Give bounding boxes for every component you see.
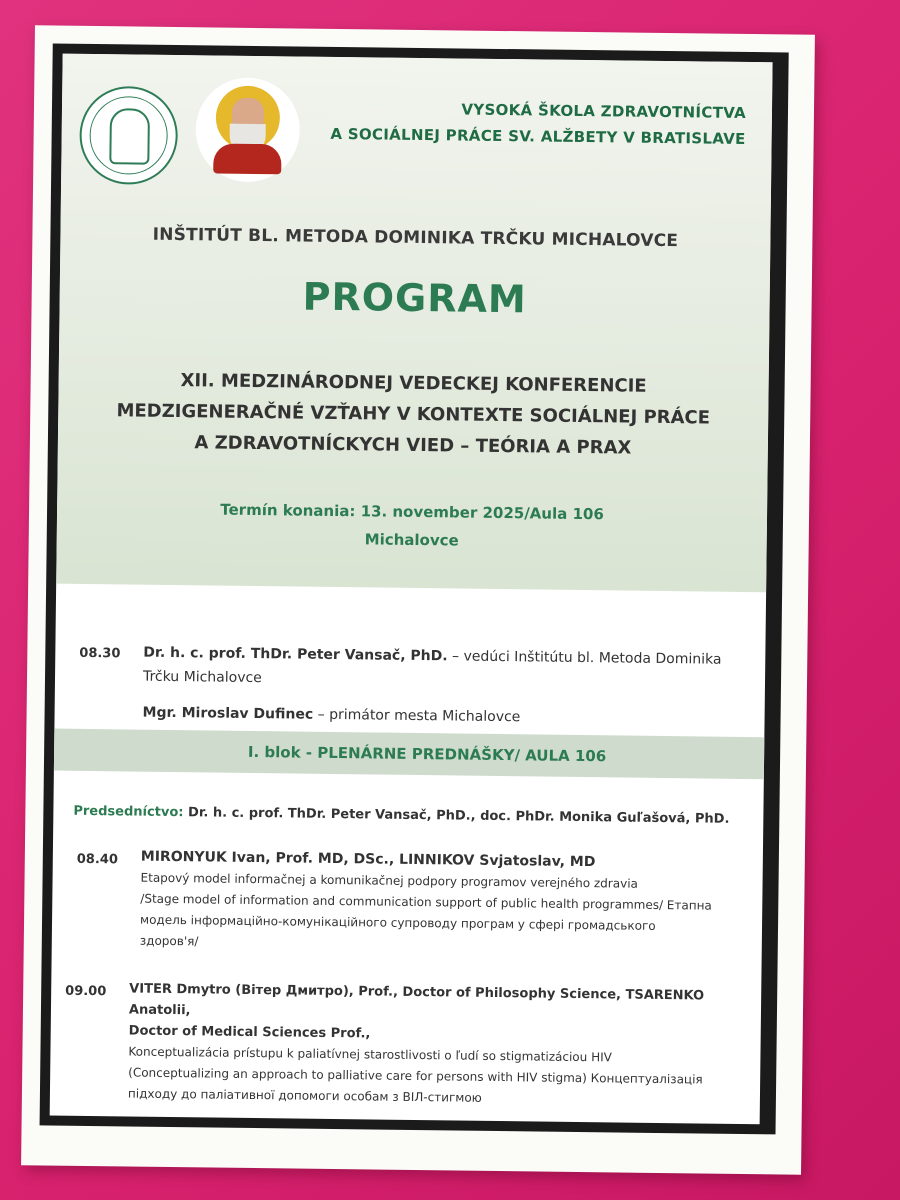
opening-time: 08.30 xyxy=(79,645,121,662)
talk-title-line: модель інформаційно-комунікаційного супроводу програм у сфері громадського xyxy=(139,912,656,933)
talk-item xyxy=(128,979,741,1112)
talks-list xyxy=(53,844,763,1105)
speaker-name: Mgr. Miroslav Dufinec xyxy=(142,704,314,723)
talk-authors-cont: Doctor of Medical Sciences Prof., xyxy=(128,1023,371,1042)
school-name-line2: A SOCIÁLNEJ PRÁCE SV. ALŽBETY V BRATISLAVE xyxy=(330,124,746,148)
opening-speaker-1 xyxy=(143,641,746,696)
talk-title-line: (Conceptualizing an approach to palliative care for persons with HIV stigma) Концептуалізація xyxy=(128,1065,703,1087)
page-frame xyxy=(40,43,789,1134)
school-name-line1: VYSOKÁ ŠKOLA ZDRAVOTNÍCTVA xyxy=(461,100,747,122)
conference-title-line3: A ZDRAVOTNÍCKYCH VIED – TEÓRIA A PRAX xyxy=(194,432,632,459)
program-sheet xyxy=(21,25,815,1174)
event-date: Termín konania: 13. november 2025/Aula 106 xyxy=(220,500,604,524)
talk-title-line: /Stage model of information and communication support of public health programmes/ Етапна xyxy=(140,891,712,913)
speaker-role-cont: Trčku Michalovce xyxy=(142,668,262,687)
speaker-name: Dr. h. c. prof. ThDr. Peter Vansač, PhD. xyxy=(143,644,448,665)
institute-name: INŠTITÚT BL. METODA DOMINIKA TRČKU MICHALOVCE xyxy=(152,224,679,252)
chairmanship xyxy=(73,804,753,827)
university-seal-icon xyxy=(79,86,178,185)
talk-title-line: Etapový model informačnej a komunikačnej podpory programov verejného zdravia xyxy=(140,870,639,891)
talk-authors: VITER Dmytro (Вітер Дмитро), Prof., Doctor of Philosophy Science, TSARENKO Anatolii, xyxy=(128,981,705,1019)
saint-portrait-icon xyxy=(195,77,300,182)
talk-title-line: підходу до паліативної допомоги особам з ВІЛ-стигмою xyxy=(127,1086,482,1105)
event-date-venue xyxy=(57,494,768,559)
speaker-role: – vedúci Inštitútu bl. Metoda Dominika xyxy=(451,648,722,668)
chair-label: Predsedníctvo: xyxy=(73,803,184,821)
school-name xyxy=(326,95,747,152)
conference-title-line2: MEDZIGENERAČNÉ VZŤAHY V KONTEXTE SOCIÁLNEJ PRÁCE xyxy=(116,400,711,429)
talk-item xyxy=(140,847,743,959)
chair-names: Dr. h. c. prof. ThDr. Peter Vansač, PhD., doc. PhDr. Monika Guľašová, PhD. xyxy=(187,805,730,827)
talk-time: 08.40 xyxy=(76,851,119,868)
program-title: PROGRAM xyxy=(302,274,527,322)
talk-title-line: здоров'я/ xyxy=(139,933,199,949)
conference-title-line1: XII. MEDZINÁRODNEJ VEDECKEJ KONFERENCIE xyxy=(180,370,647,397)
header-panel xyxy=(56,54,772,593)
opening-speaker-2 xyxy=(142,701,744,732)
speaker-role: – primátor mesta Michalovce xyxy=(317,706,521,726)
conference-title xyxy=(78,364,749,465)
talk-title-line: Konceptualizácia prístupu k paliatívnej starostlivosti o ľudí so stigmatizáciou HIV xyxy=(128,1044,612,1065)
block-heading: I. blok - PLENÁRNE PREDNÁŠKY/ AULA 106 xyxy=(50,729,789,780)
event-city: Michalovce xyxy=(364,530,459,550)
talk-time: 09.00 xyxy=(65,983,107,1000)
talk-authors: MIRONYUK Ivan, Prof. MD, DSc., LINNIKOV Svjatoslav, MD xyxy=(140,848,596,871)
